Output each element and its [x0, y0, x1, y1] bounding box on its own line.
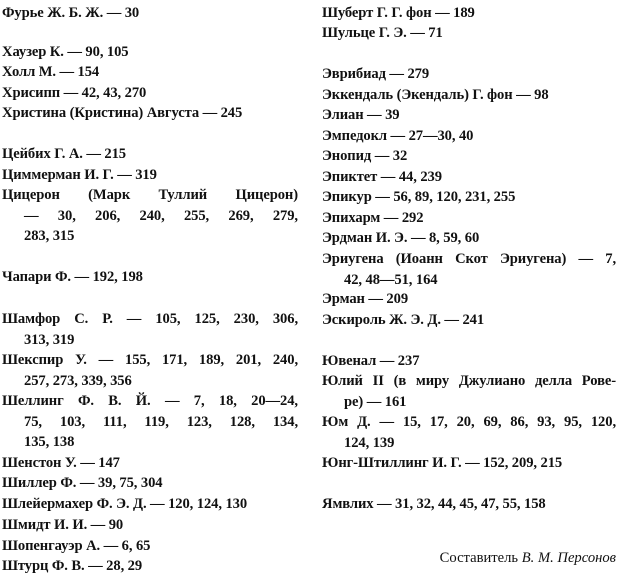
index-entry — [2, 391, 298, 453]
index-entry-line: Юнг-Штиллинг И. Г. — 152, 209, 215 — [322, 455, 563, 471]
index-entry — [2, 144, 298, 165]
compiler-credit — [440, 548, 616, 568]
index-entry-line: Эрдман И. Э. — 8, 59, 60 — [322, 230, 480, 246]
index-entry — [322, 371, 616, 412]
index-entry-line: Цейбих Г. А. — 215 — [2, 146, 126, 162]
index-entry — [2, 350, 298, 391]
index-entry — [322, 351, 616, 372]
index-entry — [322, 105, 616, 126]
compiler-label: Составитель — [439, 550, 519, 566]
index-entry-line: Шекспир У. — 155, 171, 189, 201, 240, — [2, 352, 298, 368]
index-entry-line: Эпикур — 56, 89, 120, 231, 255 — [322, 189, 516, 205]
index-entry-line: Шуберт Г. Г. фон — 189 — [322, 5, 475, 21]
index-entry-line: Шлейермахер Ф. Э. Д. — 120, 124, 130 — [2, 496, 248, 512]
index-entry-line: Хаузер К. — 90, 105 — [2, 44, 129, 60]
index-entry — [322, 249, 616, 290]
index-entry-line: Эриугена (Иоанн Скот Эриугена) — 7, — [322, 251, 616, 267]
index-entry-line: Ювенал — 237 — [322, 353, 420, 369]
index-entry-line: Эмпедокл — 27—30, 40 — [322, 128, 474, 144]
index-entry-line: Юм Д. — 15, 17, 20, 69, 86, 93, 95, 120, — [322, 414, 616, 430]
index-entry — [2, 267, 298, 288]
index-entry-continuation: 42, 48—51, 164 — [344, 271, 438, 288]
index-entry — [2, 494, 298, 515]
index-entry — [322, 64, 616, 85]
index-entry-continuation: 75, 103, 111, 119, 123, 128, 134, — [24, 413, 298, 430]
index-entry-line: Фурье Ж. Б. Ж. — 30 — [2, 5, 140, 21]
index-entry-line: Шамфор С. Р. — 105, 125, 230, 306, — [2, 311, 298, 327]
index-entry — [2, 453, 298, 474]
compiler-name: В. М. Персонов — [521, 550, 616, 566]
index-entry — [2, 556, 298, 577]
index-entry-line: Холл М. — 154 — [2, 64, 100, 80]
index-entry — [322, 3, 616, 24]
index-entry — [322, 310, 616, 331]
index-entry-line: Циммерман И. Г. — 319 — [2, 167, 157, 183]
index-entry — [2, 103, 298, 124]
index-entry — [322, 208, 616, 229]
index-entry — [322, 146, 616, 167]
index-entry-line: Эккендаль (Экендаль) Г. фон — 98 — [322, 87, 549, 103]
index-entry-line: Христина (Кристина) Августа — 245 — [2, 105, 243, 121]
index-entry — [2, 42, 298, 63]
index-entry-continuation: 283, 315 — [24, 228, 75, 244]
index-entry-line: Штурц Ф. В. — 28, 29 — [2, 558, 143, 574]
index-entry — [322, 126, 616, 147]
index-entry — [322, 412, 616, 453]
index-entry — [322, 167, 616, 188]
index-entry — [322, 228, 616, 249]
index-entry-line: Эскироль Ж. Э. Д. — 241 — [322, 312, 485, 328]
index-entry — [322, 289, 616, 310]
index-entry — [2, 165, 298, 186]
index-entry-line: Эрман — 209 — [322, 291, 409, 307]
index-entry-line: Эпиктет — 44, 239 — [322, 169, 442, 185]
index-entry-line: Ямвлих — 31, 32, 44, 45, 47, 55, 158 — [322, 496, 546, 512]
index-entry-continuation: 135, 138 — [24, 434, 75, 450]
index-entry-continuation: — 30, 206, 240, 255, 269, 279, — [24, 207, 298, 224]
index-entry — [322, 494, 616, 515]
index-entry-line: Эврибиад — 279 — [322, 66, 430, 82]
index-entry-continuation: 313, 319 — [24, 331, 75, 348]
index-entry-line: Цицерон (Марк Туллий Цицерон) — [2, 187, 298, 203]
index-entry — [322, 23, 616, 44]
index-entry — [322, 453, 616, 474]
index-entry — [2, 3, 298, 24]
index-entry-line: Шенстон У. — 147 — [2, 455, 120, 471]
index-entry-line: Чапари Ф. — 192, 198 — [2, 269, 143, 285]
index-entry-line: Эпихарм — 292 — [322, 210, 424, 226]
index-entry — [2, 185, 298, 247]
index-entry — [2, 309, 298, 350]
index-entry-line: Шеллинг Ф. В. Й. — 7, 18, 20—24, — [2, 393, 298, 409]
index-entry-line: Хрисипп — 42, 43, 270 — [2, 85, 147, 101]
index-entry-continuation: 124, 139 — [344, 434, 395, 451]
index-entry-line: Шмидт И. И. — 90 — [2, 517, 124, 533]
index-entry-line: Шульце Г. Э. — 71 — [322, 25, 443, 41]
index-entry — [2, 83, 298, 104]
index-entry — [2, 515, 298, 536]
index-entry — [2, 473, 298, 494]
index-entry-continuation: 257, 273, 339, 356 — [24, 372, 132, 389]
index-entry-line: Энопид — 32 — [322, 148, 408, 164]
index-entry-line: Юлий II (в миру Джулиано делла Рове- — [322, 373, 616, 389]
index-entry-line: Шопенгауэр А. — 6, 65 — [2, 538, 151, 554]
index-entry — [322, 187, 616, 208]
index-entry-line: Шиллер Ф. — 39, 75, 304 — [2, 475, 163, 491]
index-entry — [2, 536, 298, 557]
index-entry-line: Элиан — 39 — [322, 107, 400, 123]
index-entry — [2, 62, 298, 83]
index-entry-continuation: ре) — 161 — [344, 393, 407, 410]
index-entry — [322, 85, 616, 106]
